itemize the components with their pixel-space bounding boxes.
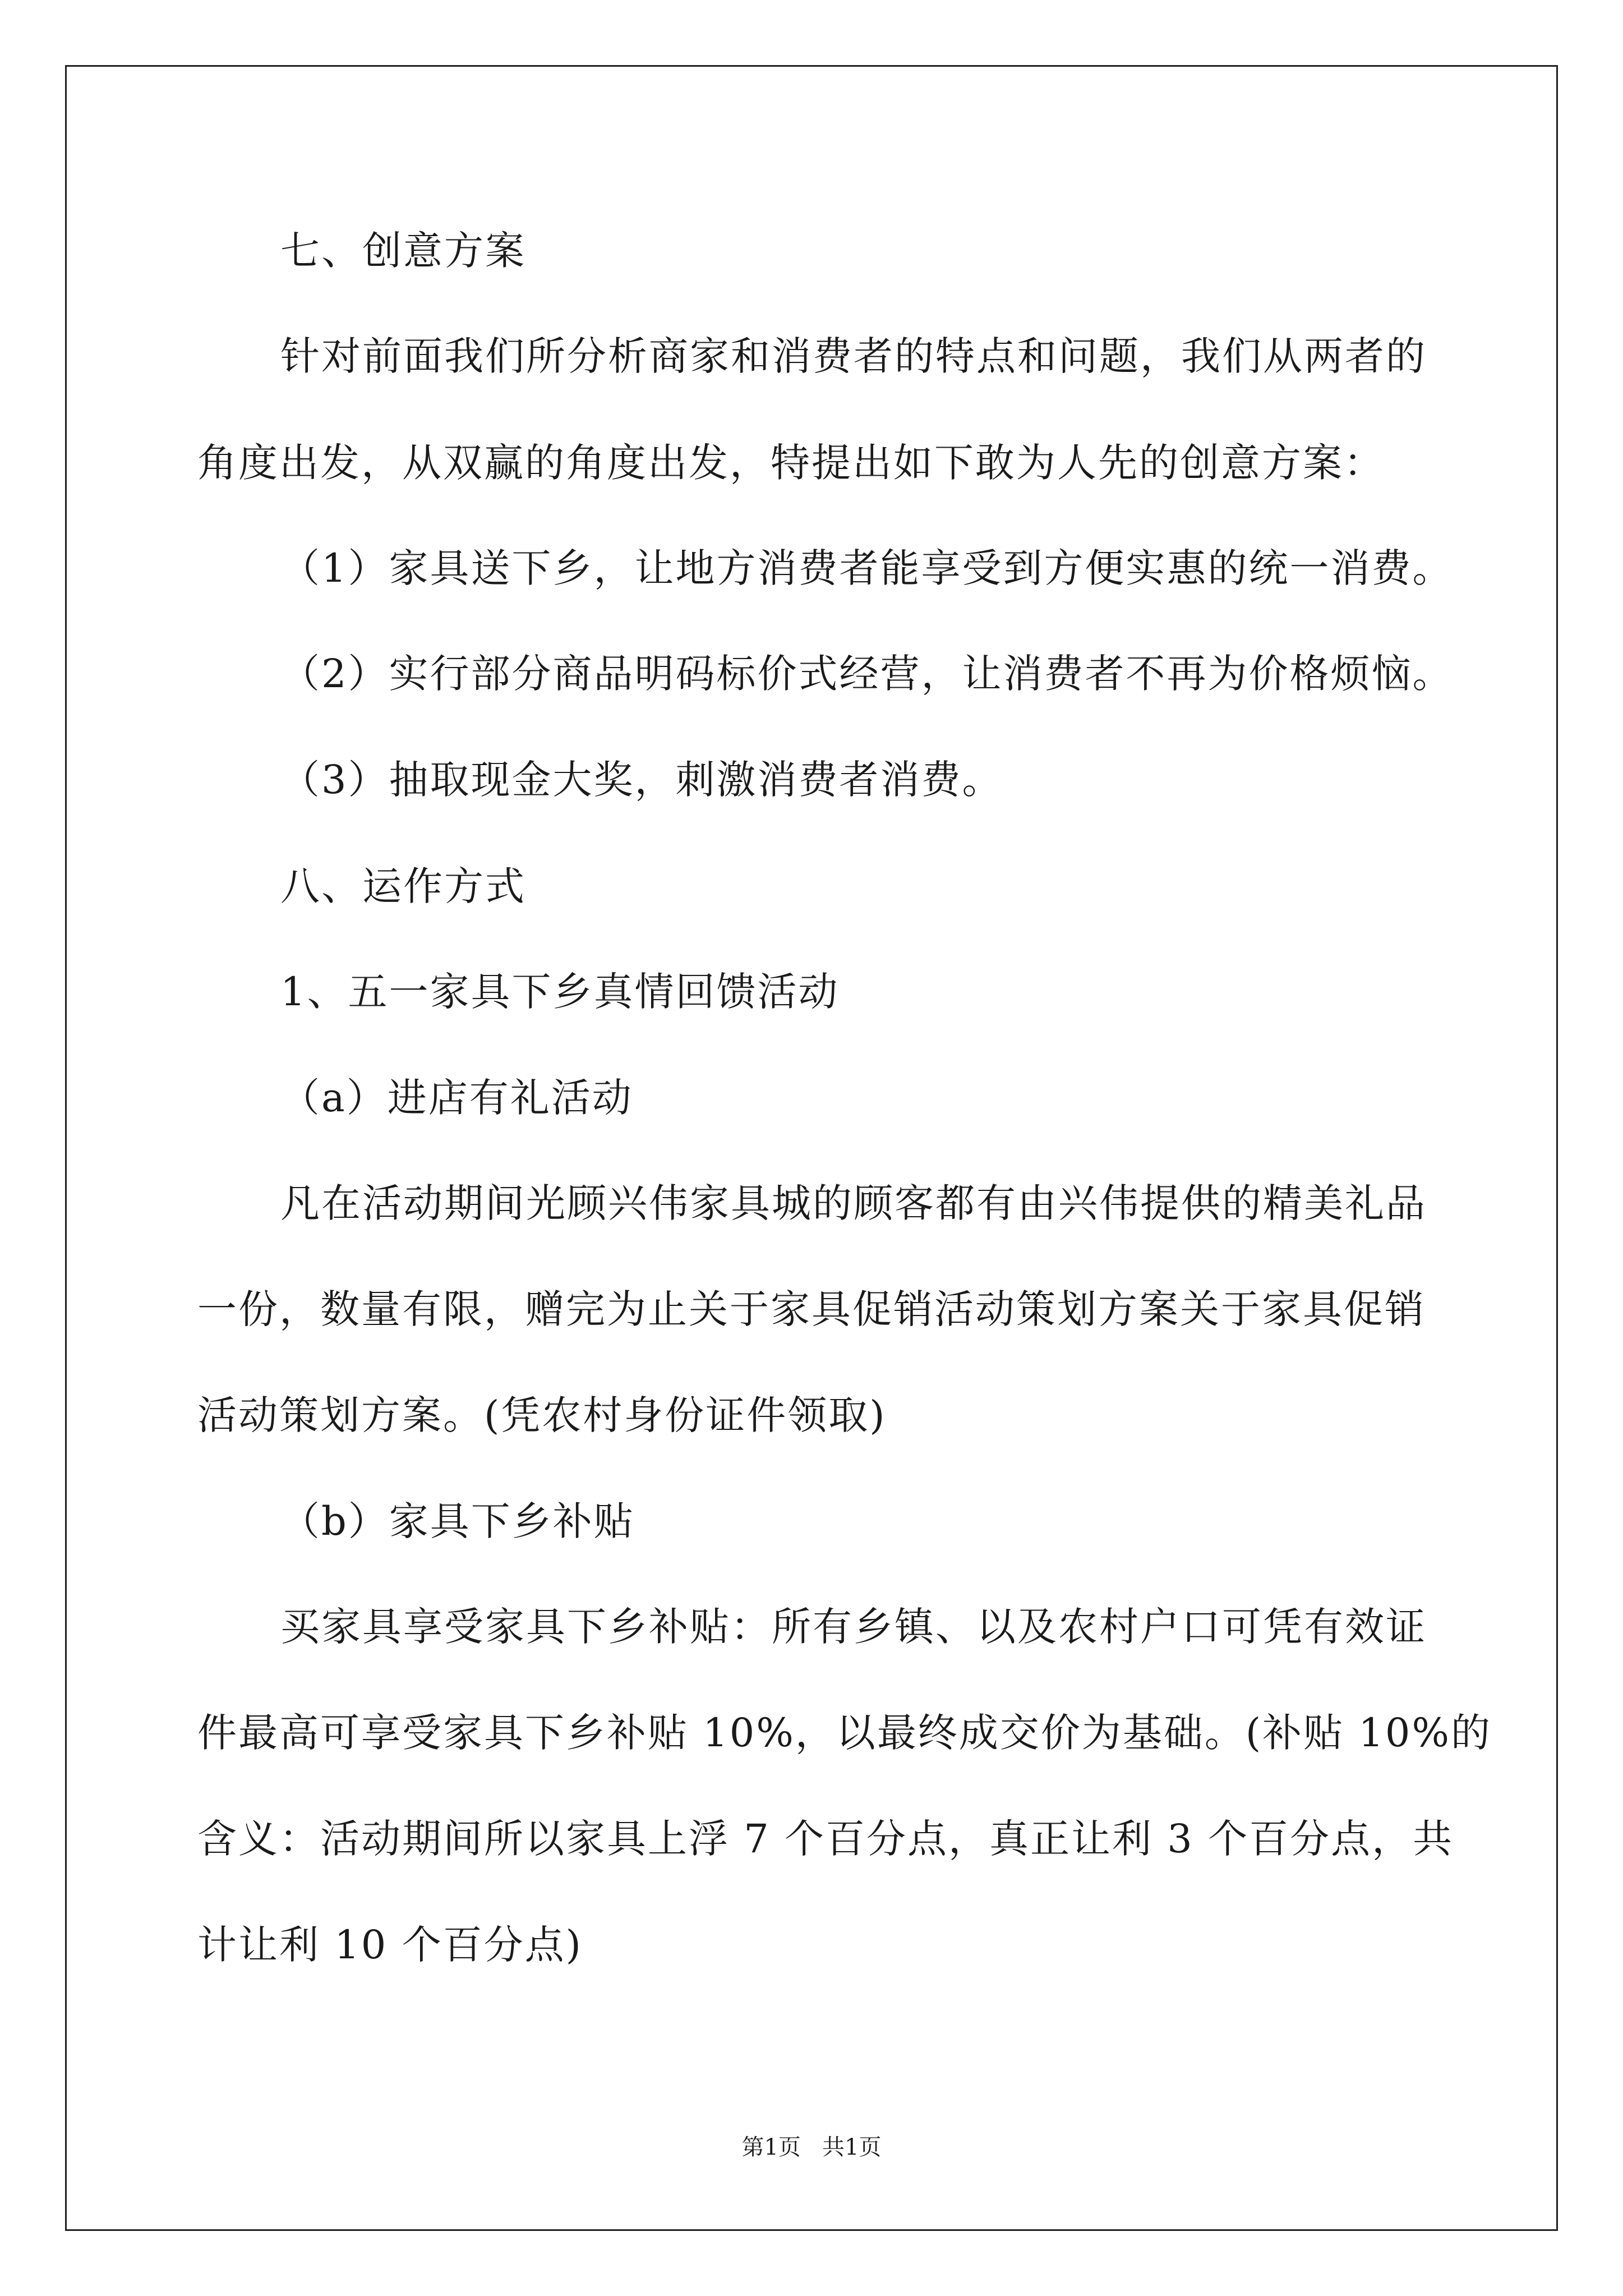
paragraph-line: 计让利 10 个百分点): [197, 1922, 583, 1968]
list-item-1: （1）家具送下乡，让地方消费者能享受到方便实惠的统一消费。: [280, 545, 1454, 591]
section-heading-8: 八、运作方式: [280, 863, 526, 909]
paragraph-line: 一份，数量有限，赠完为止关于家具促销活动策划方案关于家具促销: [197, 1286, 1426, 1332]
page-number-footer: 第1页 共1页: [741, 2134, 882, 2160]
paragraph-line: 针对前面我们所分析商家和消费者的特点和问题，我们从两者的: [280, 333, 1427, 379]
page-border: [65, 65, 1558, 2231]
list-item-2: （2）实行部分商品明码标价式经营，让消费者不再为价格烦恼。: [280, 651, 1454, 697]
list-item-3: （3）抽取现金大奖，刺激消费者消费。: [280, 757, 1003, 803]
paragraph-line: 角度出发，从双赢的角度出发，特提出如下敢为人先的创意方案：: [197, 440, 1385, 486]
subsection-heading-1: 1、五一家具下乡真情回馈活动: [280, 969, 840, 1015]
paragraph-line: 含义：活动期间所以家具上浮 7 个百分点，真正让利 3 个百分点，共: [197, 1816, 1454, 1862]
subheading-b: （b）家具下乡补贴: [280, 1498, 635, 1544]
paragraph-line: 凡在活动期间光顾兴伟家具城的顾客都有由兴伟提供的精美礼品: [280, 1180, 1427, 1226]
paragraph-line: 件最高可享受家具下乡补贴 10%，以最终成交价为基础。(补贴 10%的: [197, 1710, 1492, 1756]
section-heading-7: 七、创意方案: [280, 228, 526, 274]
subheading-a: （a）进店有礼活动: [280, 1075, 633, 1121]
paragraph-line: 活动策划方案。(凭农村身份证件领取): [197, 1392, 887, 1438]
paragraph-line: 买家具享受家具下乡补贴：所有乡镇、以及农村户口可凭有效证: [280, 1604, 1427, 1650]
